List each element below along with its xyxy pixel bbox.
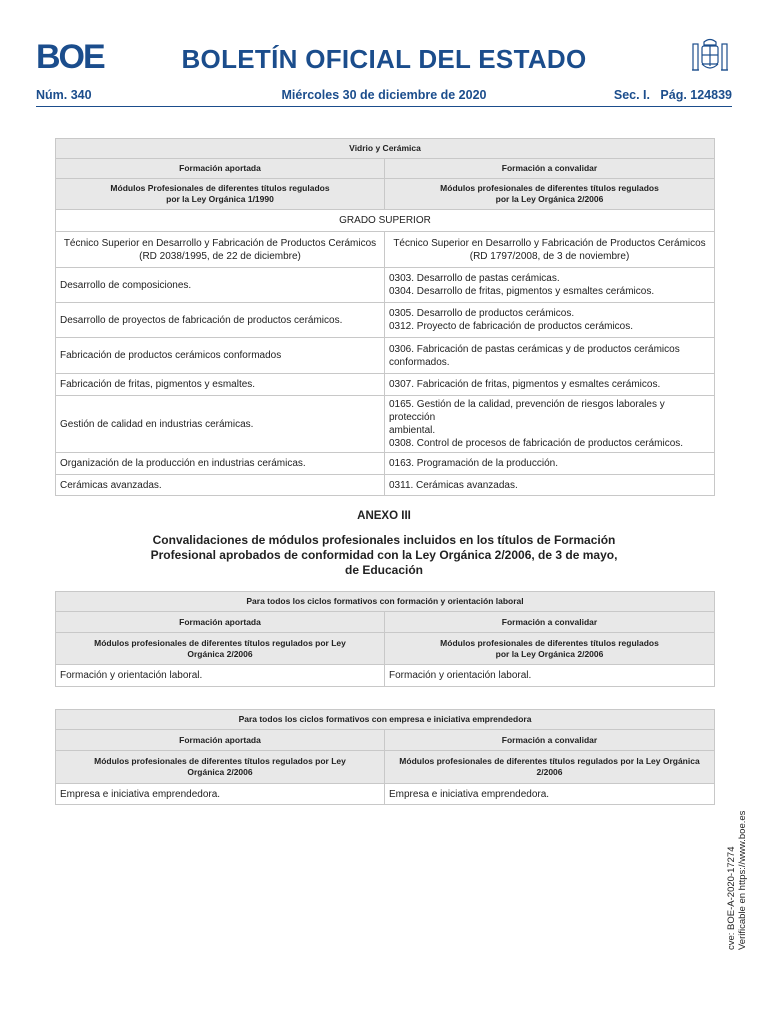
verify-link[interactable]: Verificable en https://www.boe.es <box>737 810 748 950</box>
module-convalidar: 0163. Programación de la producción. <box>385 453 715 475</box>
verification-note <box>726 811 748 950</box>
boe-logo-text: BOE <box>36 38 104 76</box>
module-convalidar: Formación y orientación laboral. <box>385 665 715 687</box>
issue-date: Miércoles 30 de diciembre de 2020 <box>281 88 487 102</box>
grade-label: GRADO SUPERIOR <box>56 210 715 232</box>
subheader-right: Módulos profesionales de diferentes títulos regulados por la Ley Orgánica 2/2006 <box>385 179 715 210</box>
table-title: Para todos los ciclos formativos con empresa e iniciativa emprendedora <box>56 710 715 730</box>
module-aportado: Cerámicas avanzadas. <box>56 475 385 496</box>
annex-heading: ANEXO III <box>357 510 411 522</box>
table-row <box>56 453 715 475</box>
table-row <box>56 303 715 338</box>
module-aportado: Desarrollo de composiciones. <box>56 268 385 303</box>
table-row <box>56 374 715 396</box>
table-title: Vidrio y Cerámica <box>56 139 715 159</box>
module-aportado: Fabricación de productos cerámicos conformados <box>56 338 385 374</box>
subheader-left: Módulos profesionales de diferentes títulos regulados por Ley Orgánica 2/2006 <box>56 751 385 784</box>
subheader-right: Módulos profesionales de diferentes títulos regulados por la Ley Orgánica 2/2006 <box>385 633 715 665</box>
module-aportado: Formación y orientación laboral. <box>56 665 385 687</box>
module-convalidar: 0305. Desarrollo de productos cerámicos. 0312. Proyecto de fabricación de productos cerámicos. <box>385 303 715 338</box>
annex-title: Convalidaciones de módulos profesionales incluidos en los títulos de Formación Profesional aprobados de conformidad con la Ley Orgánica 2/2006, de 3 de mayo, de Educación <box>150 533 618 577</box>
table-row <box>56 268 715 303</box>
column-header-convalidar: Formación a convalidar <box>385 612 715 633</box>
module-aportado: Fabricación de fritas, pigmentos y esmaltes. <box>56 374 385 396</box>
table-row <box>56 396 715 453</box>
vidrio-ceramica-table <box>55 138 715 496</box>
column-header-convalidar: Formación a convalidar <box>385 730 715 751</box>
title-left: Técnico Superior en Desarrollo y Fabricación de Productos Cerámicos (RD 2038/1995, de 22 de diciembre) <box>56 232 385 268</box>
table-title: Para todos los ciclos formativos con formación y orientación laboral <box>56 592 715 612</box>
module-aportado: Empresa e iniciativa emprendedora. <box>56 784 385 805</box>
section-page: Sec. I. Pág. 124839 <box>613 88 732 102</box>
column-header-aportada: Formación aportada <box>56 730 385 751</box>
module-convalidar: 0165. Gestión de la calidad, prevención de riesgos laborales y protección ambiental. 0308. Control de procesos de fabricación de productos cerámicos. <box>385 396 715 453</box>
column-header-convalidar: Formación a convalidar <box>385 159 715 179</box>
header-divider <box>36 106 732 107</box>
issue-number: Núm. 340 <box>36 88 92 102</box>
column-header-aportada: Formación aportada <box>56 159 385 179</box>
table-row <box>56 475 715 496</box>
coat-of-arms-icon <box>690 36 730 78</box>
fol-table <box>55 591 715 687</box>
column-header-aportada: Formación aportada <box>56 612 385 633</box>
subheader-left: Módulos Profesionales de diferentes títulos regulados por la Ley Orgánica 1/1990 <box>56 179 385 210</box>
table-row <box>56 784 715 805</box>
module-convalidar: Empresa e iniciativa emprendedora. <box>385 784 715 805</box>
bulletin-title: BOLETÍN OFICIAL DEL ESTADO <box>181 44 587 74</box>
subheader-right: Módulos profesionales de diferentes títulos regulados por la Ley Orgánica 2/2006 <box>385 751 715 784</box>
module-convalidar: 0306. Fabricación de pastas cerámicas y de productos cerámicos conformados. <box>385 338 715 374</box>
subheader-left: Módulos profesionales de diferentes títulos regulados por Ley Orgánica 2/2006 <box>56 633 385 665</box>
eie-table <box>55 709 715 805</box>
module-convalidar: 0307. Fabricación de fritas, pigmentos y esmaltes cerámicos. <box>385 374 715 396</box>
title-right: Técnico Superior en Desarrollo y Fabricación de Productos Cerámicos (RD 1797/2008, de 3 de noviembre) <box>385 232 715 268</box>
module-convalidar: 0311. Cerámicas avanzadas. <box>385 475 715 496</box>
module-aportado: Gestión de calidad en industrias cerámicas. <box>56 396 385 453</box>
module-aportado: Desarrollo de proyectos de fabricación de productos cerámicos. <box>56 303 385 338</box>
module-aportado: Organización de la producción en industrias cerámicas. <box>56 453 385 475</box>
table-row <box>56 338 715 374</box>
cve-code: cve: BOE-A-2020-17274 <box>726 846 737 950</box>
module-convalidar: 0303. Desarrollo de pastas cerámicas. 0304. Desarrollo de fritas, pigmentos y esmaltes cerámicos. <box>385 268 715 303</box>
table-row <box>56 665 715 687</box>
issue-header <box>36 88 732 104</box>
